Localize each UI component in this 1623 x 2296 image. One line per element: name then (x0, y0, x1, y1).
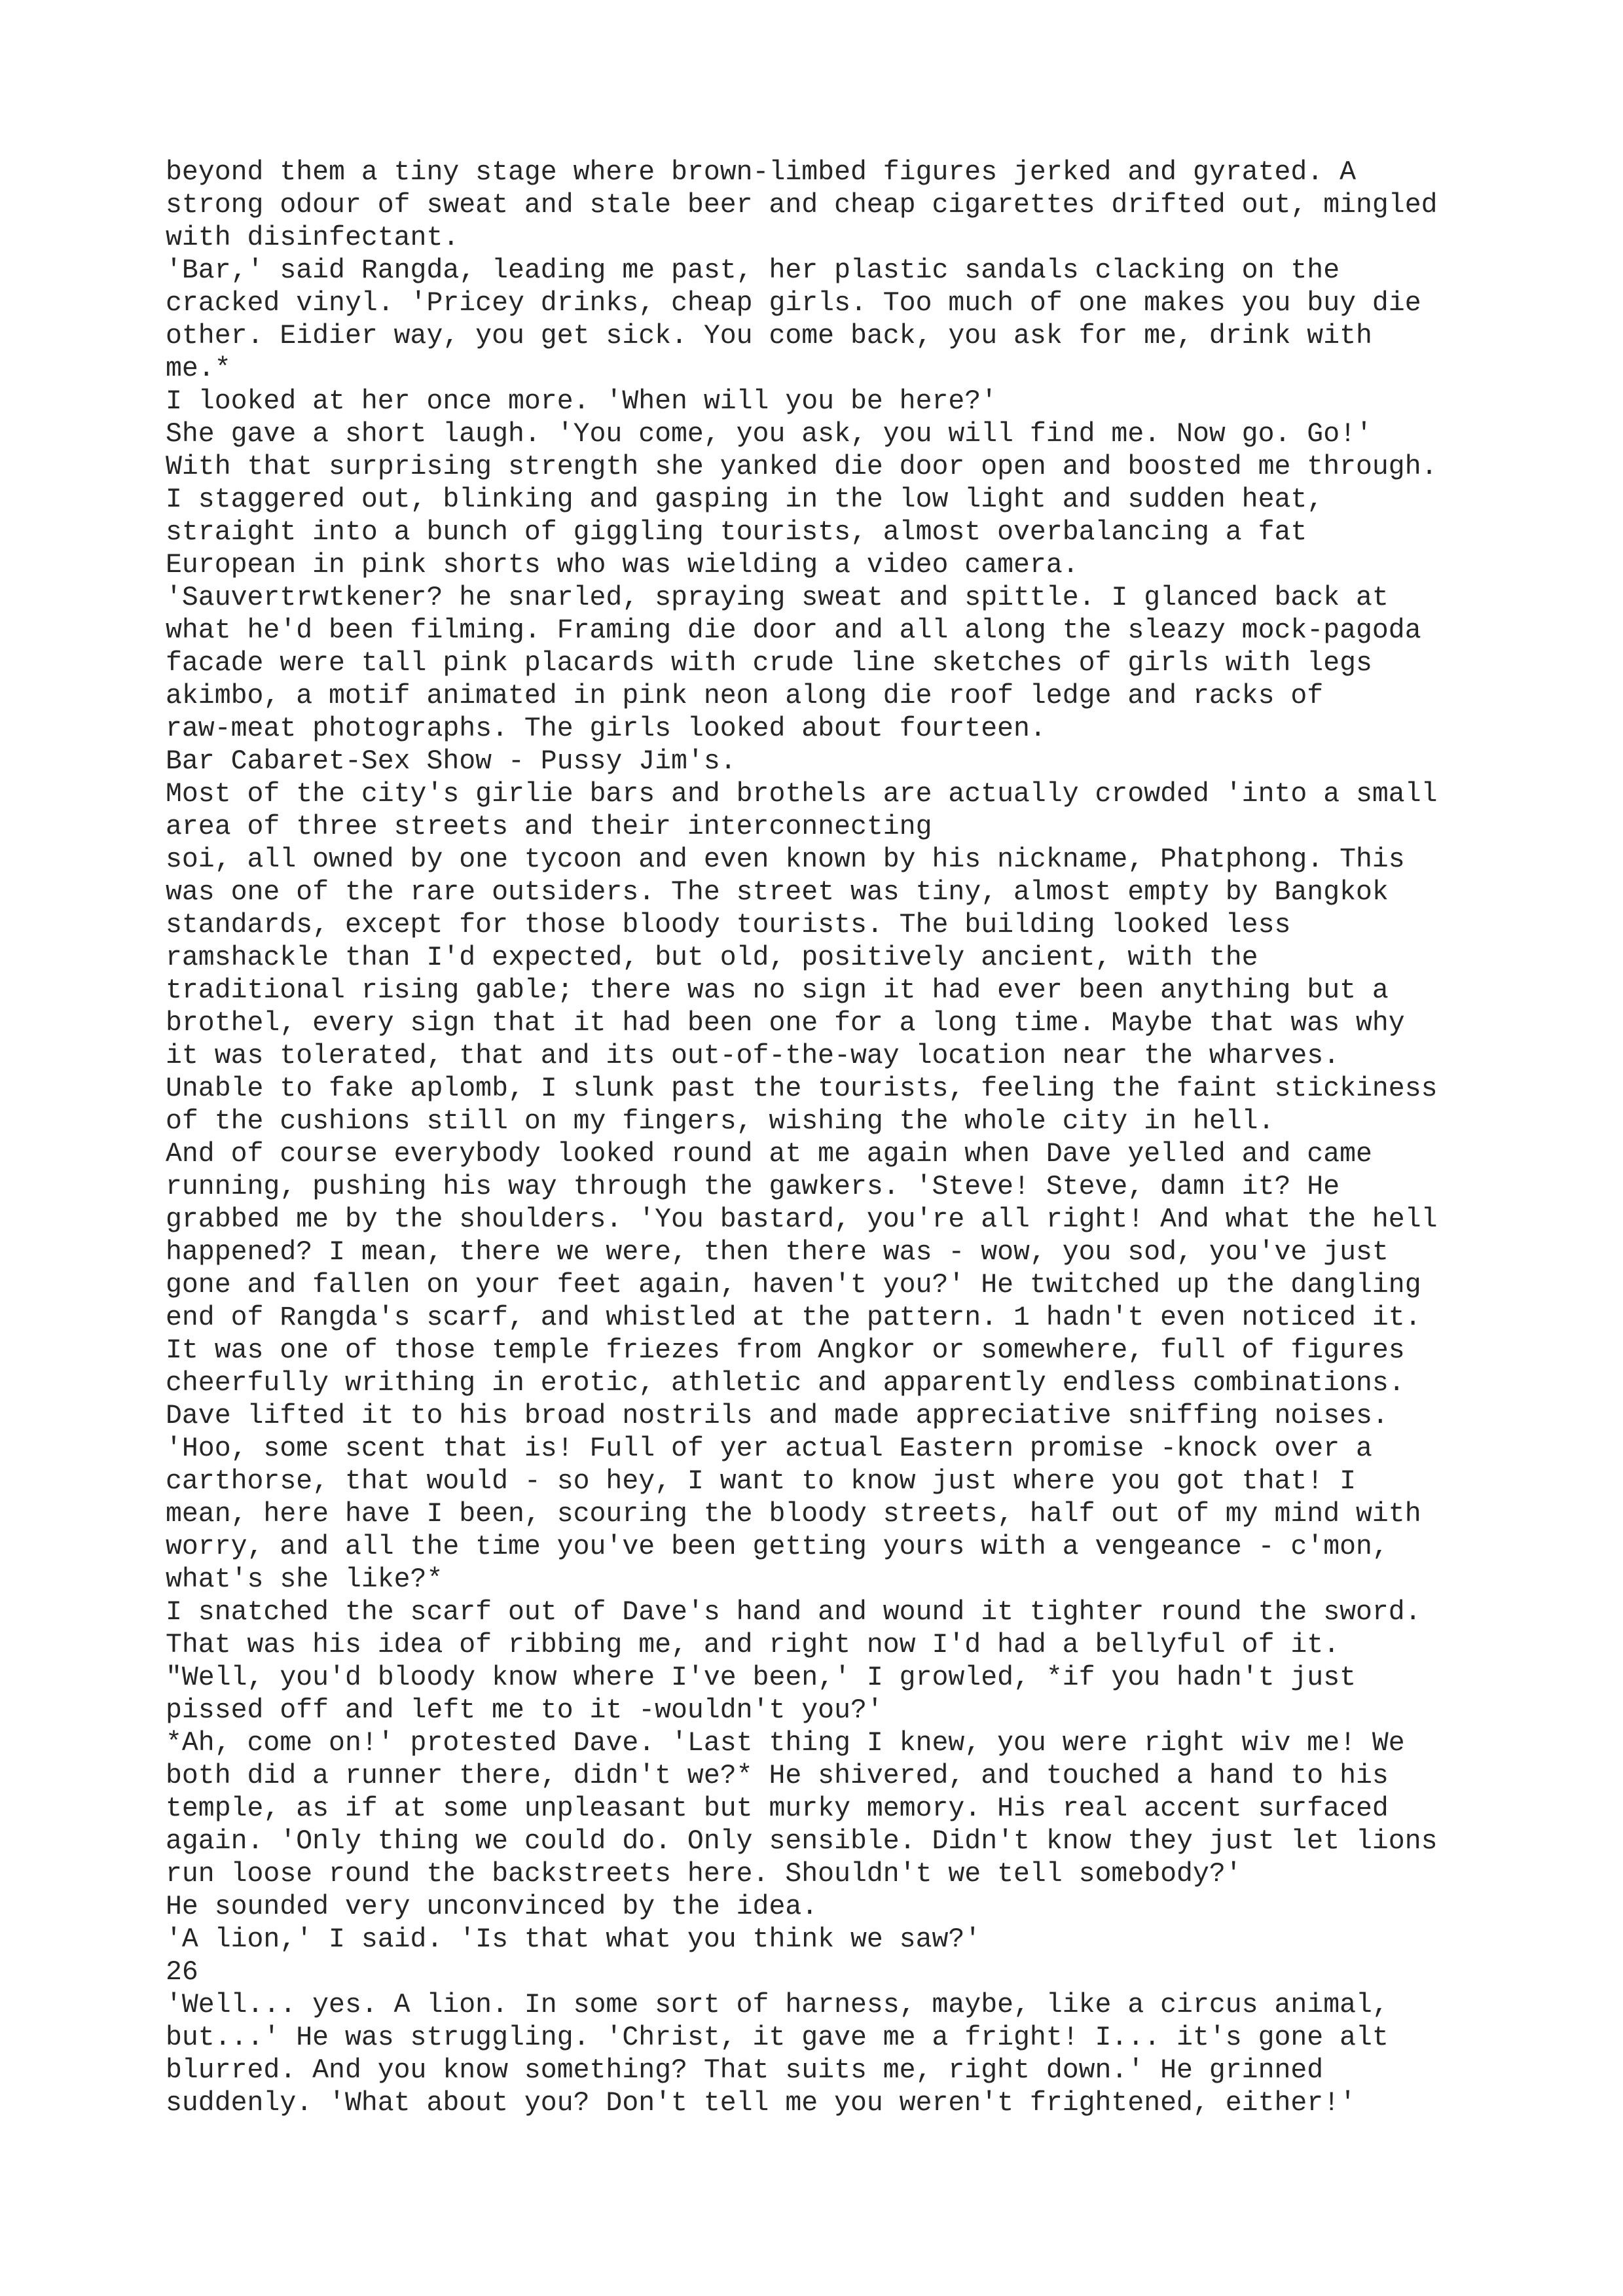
text-line: Bar Cabaret-Sex Show - Pussy Jim's. (166, 746, 737, 777)
text-line: That was his idea of ribbing me, and right now I'd had a bellyful of it. (166, 1630, 1340, 1660)
text-line: it was tolerated, that and its out-of-the-way location near the wharves. (166, 1041, 1340, 1071)
text-line: 'Sauvertrwtkener? he snarled, spraying sweat and spittle. I glanced back at (166, 583, 1389, 613)
text-line: but...' He was struggling. 'Christ, it gave me a fright! I... it's gone alt (166, 2022, 1389, 2053)
text-line: what's she like?* (166, 1564, 443, 1595)
text-line: blurred. And you know something? That suits me, right down.' He grinned (166, 2055, 1324, 2086)
text-line: European in pink shorts who was wielding a video camera. (166, 550, 1079, 581)
text-line: "Well, you'd bloody know where I've been,' I growled, *if you hadn't just (166, 1662, 1356, 1693)
text-line: 'Well... yes. A lion. In some sort of harness, maybe, like a circus animal, (166, 1990, 1389, 2020)
text-line: traditional rising gable; there was no sign it had ever been anything but a (166, 975, 1389, 1006)
text-line: *Ah, come on!' protested Dave. 'Last thing I knew, you were right wiv me! We (166, 1728, 1405, 1759)
text-line: area of three streets and their interconnecting (166, 812, 932, 842)
page-number: 26 (166, 1957, 198, 1988)
text-line: 'A lion,' I said. 'Is that what you think we saw?' (166, 1924, 981, 1955)
text-line: worry, and all the time you've been getting yours with a vengeance - c'mon, (166, 1532, 1389, 1562)
text-line: I looked at her once more. 'When will you be here?' (166, 386, 998, 417)
text-line: strong odour of sweat and stale beer and cheap cigarettes drifted out, mingled (166, 190, 1438, 221)
text-line: It was one of those temple friezes from Angkor or somewhere, full of figures (166, 1335, 1405, 1366)
text-line: soi, all owned by one tycoon and even known by his nickname, Phatphong. This (166, 844, 1405, 875)
text-line: what he'd been filming. Framing die door and all along the sleazy mock-pagoda (166, 615, 1421, 646)
text-line: pissed off and left me to it -wouldn't you?' (166, 1695, 883, 1726)
text-line: other. Eidier way, you get sick. You come back, you ask for me, drink with (166, 321, 1372, 351)
text-line: was one of the rare outsiders. The street was tiny, almost empty by Bangkok (166, 877, 1389, 908)
text-line: again. 'Only thing we could do. Only sensible. Didn't know they just let lions (166, 1826, 1438, 1857)
text-line: straight into a bunch of giggling tourists, almost overbalancing a fat (166, 517, 1307, 548)
text-line: 'Hoo, some scent that is! Full of yer actual Eastern promise -knock over a (166, 1433, 1372, 1464)
text-line: both did a runner there, didn't we?* He shivered, and touched a hand to his (166, 1761, 1389, 1791)
text-line: She gave a short laugh. 'You come, you ask, you will find me. Now go. Go!' (166, 419, 1372, 450)
text-line: standards, except for those bloody tourists. The building looked less (166, 910, 1291, 941)
text-line: beyond them a tiny stage where brown-limbed figures jerked and gyrated. A (166, 157, 1356, 188)
text-line: gone and fallen on your feet again, haven't you?' He twitched up the dangling (166, 1270, 1421, 1300)
text-line: And of course everybody looked round at me again when Dave yelled and came (166, 1139, 1372, 1170)
text-line: with disinfectant. (166, 223, 460, 253)
text-line: suddenly. 'What about you? Don't tell me you weren't frightened, either!' (166, 2088, 1356, 2119)
text-line: ramshackle than I'd expected, but old, positively ancient, with the (166, 942, 1258, 973)
text-line: run loose round the backstreets here. Shouldn't we tell somebody?' (166, 1859, 1242, 1890)
text-line: happened? I mean, there we were, then there was - wow, you sod, you've just (166, 1237, 1389, 1268)
text-line: akimbo, a motif animated in pink neon along die roof ledge and racks of (166, 681, 1324, 711)
text-line: With that surprising strength she yanked die door open and boosted me through. (166, 452, 1438, 482)
text-line: facade were tall pink placards with crude line sketches of girls with legs (166, 648, 1372, 679)
body-text (166, 156, 1573, 2120)
text-line: brothel, every sign that it had been one for a long time. Maybe that was why (166, 1008, 1405, 1039)
text-line: 'Bar,' said Rangda, leading me past, her plastic sandals clacking on the (166, 255, 1340, 286)
text-line: raw-meat photographs. The girls looked about fourteen. (166, 713, 1046, 744)
text-line: of the cushions still on my fingers, wishing the whole city in hell. (166, 1106, 1275, 1137)
text-line: running, pushing his way through the gawkers. 'Steve! Steve, damn it? He (166, 1172, 1340, 1202)
text-line: Dave lifted it to his broad nostrils and made appreciative sniffing noises. (166, 1401, 1389, 1431)
text-line: Most of the city's girlie bars and brothels are actually crowded 'into a small (166, 779, 1438, 810)
text-line: cheerfully writhing in erotic, athletic and apparently endless combinations. (166, 1368, 1405, 1399)
text-line: I snatched the scarf out of Dave's hand and wound it tighter round the sword. (166, 1597, 1421, 1628)
text-line: mean, here have I been, scouring the bloody streets, half out of my mind with (166, 1499, 1421, 1530)
text-line: carthorse, that would - so hey, I want to know just where you got that! I (166, 1466, 1356, 1497)
text-line: grabbed me by the shoulders. 'You bastard, you're all right! And what the hell (166, 1204, 1438, 1235)
text-line: end of Rangda's scarf, and whistled at the pattern. 1 hadn't even noticed it. (166, 1302, 1421, 1333)
text-line: I staggered out, blinking and gasping in the low light and sudden heat, (166, 484, 1324, 515)
text-line: cracked vinyl. 'Pricey drinks, cheap girls. Too much of one makes you buy die (166, 288, 1421, 319)
text-line: me.* (166, 353, 231, 384)
text-line: temple, as if at some unpleasant but murky memory. His real accent surfaced (166, 1793, 1389, 1824)
text-line: Unable to fake aplomb, I slunk past the tourists, feeling the faint stickiness (166, 1073, 1438, 1104)
text-line: He sounded very unconvinced by the idea. (166, 1892, 818, 1922)
